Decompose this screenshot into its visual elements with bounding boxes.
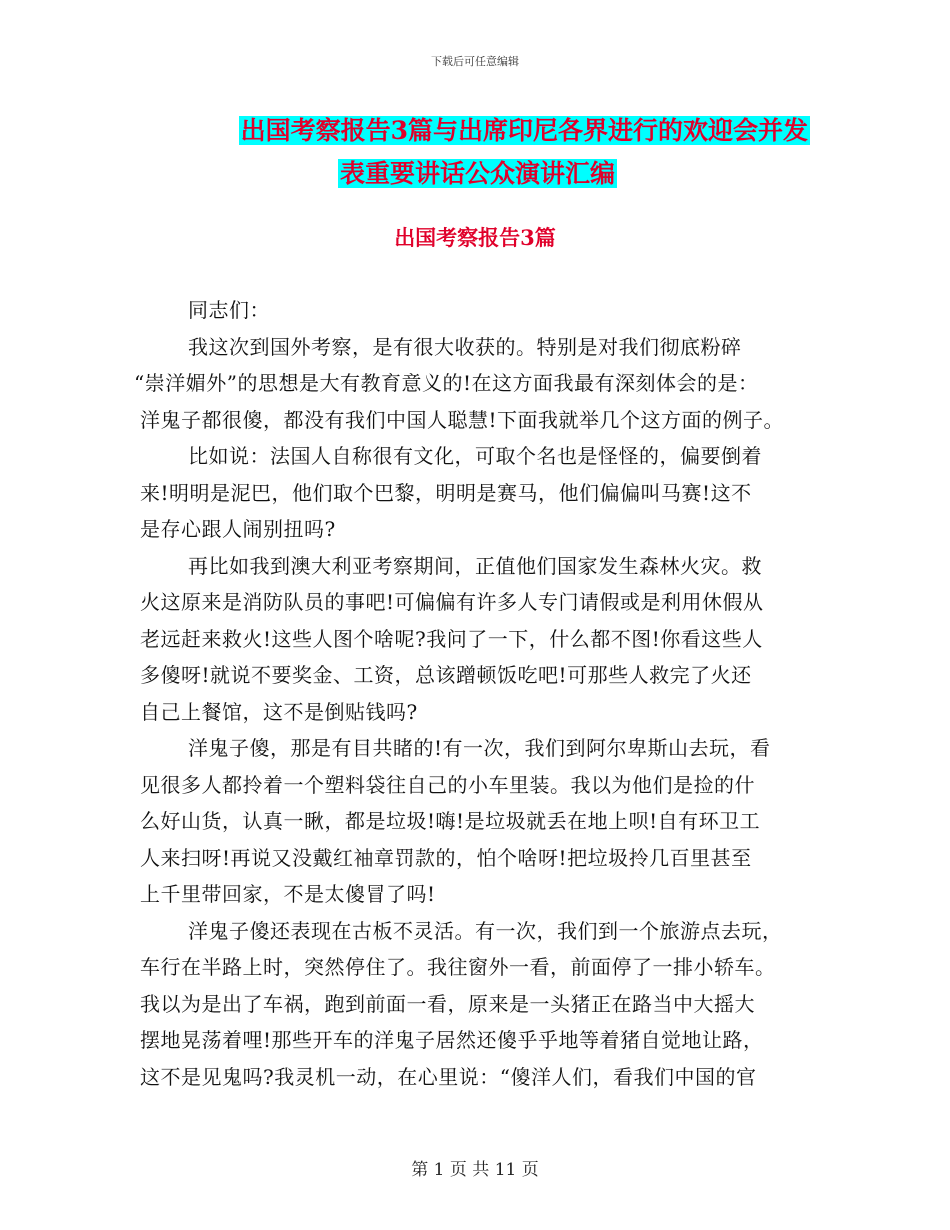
paragraph-line: 洋鬼子傻还表现在古板不灵活。有一次，我们到一个旅游点去玩，	[188, 918, 783, 943]
paragraph-line: 我以为是出了车祸，跑到前面一看，原来是一头猪正在路当中大摇大	[140, 991, 755, 1016]
paragraph-line: 是存心跟人闹别扭吗?	[140, 517, 336, 541]
paragraph-line: 火这原来是消防队员的事吧!可偏偏有许多人专门请假或是利用休假从	[140, 590, 764, 614]
paragraph-line: 这不是见鬼吗?我灵机一动，在心里说：“傻洋人们，看我们中国的官	[140, 1064, 757, 1089]
paragraph-line: 同志们：	[188, 298, 270, 322]
page-footer: 第 1 页 共 11 页	[411, 1160, 539, 1180]
paragraph-line: 见很多人都拎着一个塑料袋往自己的小车里装。我以为他们是捡的什	[140, 772, 755, 797]
section-title: 出国考察报告3篇	[394, 225, 556, 250]
paragraph-line: 比如说：法国人自称很有文化，可取个名也是怪怪的，偏要倒着	[188, 444, 762, 468]
document-title-line-1: 出国考察报告3篇与出席印尼各界进行的欢迎会并发	[240, 116, 808, 145]
paragraph-line: 老远赶来救火!这些人图个啥呢?我问了一下，什么都不图!你看这些人	[140, 626, 763, 651]
paragraph-line: 摆地晃荡着哩!那些开车的洋鬼子居然还傻乎乎地等着猪自觉地让路，	[140, 1028, 764, 1052]
paragraph-line: 洋鬼子傻，那是有目共睹的!有一次，我们到阿尔卑斯山去玩，看	[188, 736, 771, 760]
body-text	[134, 292, 820, 1095]
paragraph-line: 再比如我到澳大利亚考察期间，正值他们国家发生森林火灾。救	[188, 553, 762, 578]
paragraph-line: 车行在半路上时，突然停住了。我往窗外一看，前面停了一排小轿车。	[140, 955, 776, 979]
paragraph-line: 洋鬼子都很傻，都没有我们中国人聪慧!下面我就举几个这方面的例子。	[140, 407, 785, 432]
document-title-line-2: 表重要讲话公众演讲汇编	[340, 159, 616, 188]
paragraph-line: 来!明明是泥巴，他们取个巴黎，明明是赛马，他们偏偏叫马赛!这不	[140, 480, 752, 505]
paragraph-line: 上千里带回家，不是太傻冒了吗!	[140, 882, 436, 906]
paragraph-line: 么好山货，认真一瞅，都是垃圾!嗨!是垃圾就丢在地上呗!自有环卫工	[140, 809, 761, 833]
paragraph-line: 我这次到国外考察，是有很大收获的。特别是对我们彻底粉碎	[188, 334, 742, 359]
header-note: 下载后可任意编辑	[431, 55, 519, 68]
paragraph-line: 多傻呀!就说不要奖金、工资，总该蹭顿饭吃吧!可那些人救完了火还	[140, 663, 752, 687]
paragraph-line: 人来扫呀!再说又没戴红袖章罚款的，怕个啥呀!把垃圾拎几百里甚至	[140, 845, 752, 870]
paragraph-line: 自己上餐馆，这不是倒贴钱吗?	[140, 699, 418, 724]
paragraph-line: “崇洋媚外”的思想是大有教育意义的!在这方面我最有深刻体会的是：	[134, 371, 759, 395]
